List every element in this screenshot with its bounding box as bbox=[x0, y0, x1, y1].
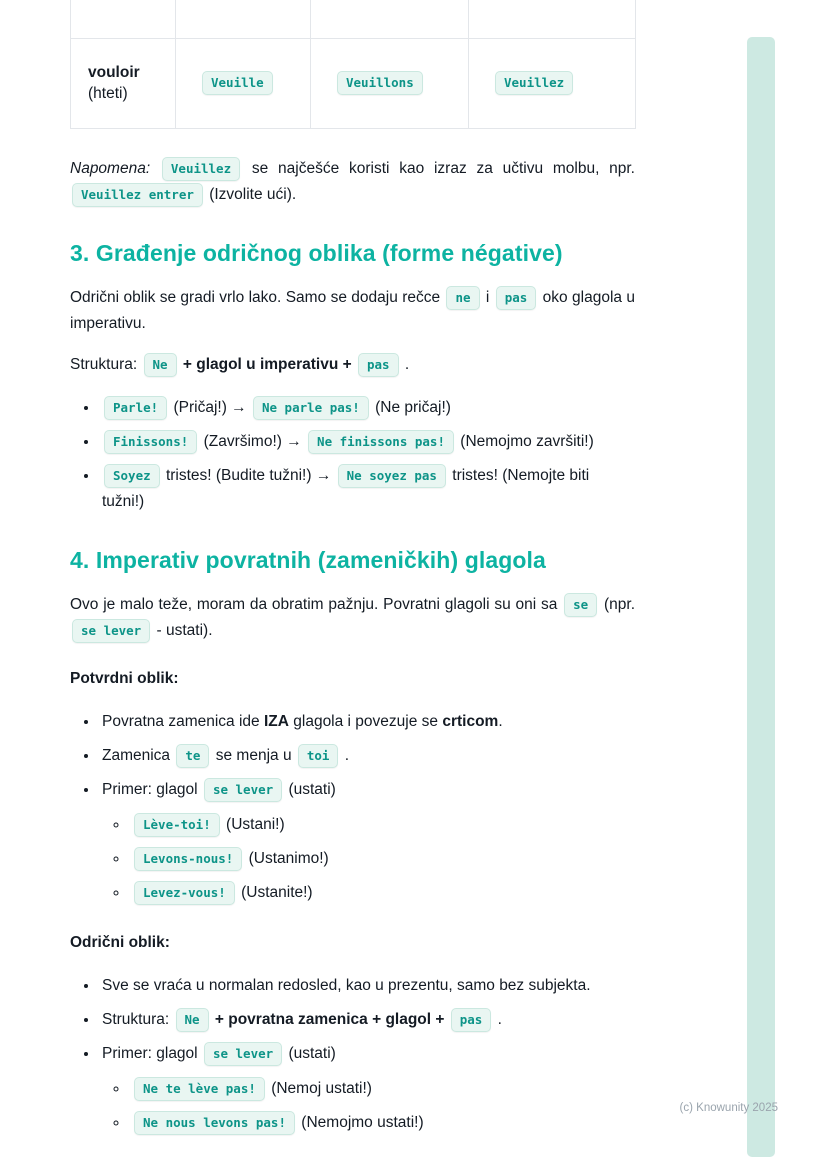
sub-list-item bbox=[129, 846, 635, 872]
paragraph bbox=[70, 285, 635, 337]
list-item-text bbox=[102, 1011, 502, 1028]
sub-list-item bbox=[129, 812, 635, 838]
section-heading-negative-form: 3. Građenje odričnog oblika (forme négative) bbox=[70, 239, 563, 266]
code-badge: Finissons! bbox=[104, 430, 197, 454]
list-item-text bbox=[102, 713, 503, 730]
bold-text: IZA bbox=[263, 712, 289, 730]
code-badge: se bbox=[564, 593, 597, 617]
text-segment: (Ustanite!) bbox=[236, 883, 313, 901]
list-item-text bbox=[102, 781, 336, 798]
affirmative-examples-sublist bbox=[102, 812, 635, 906]
code-badge: Lève-toi! bbox=[134, 813, 220, 837]
text-segment: Zamenica bbox=[102, 746, 175, 764]
code-badge: pas bbox=[496, 286, 537, 310]
affirmative-rules-list bbox=[70, 709, 635, 906]
list-item-text bbox=[102, 433, 594, 450]
text-segment: oko glagola u imperativu. bbox=[70, 288, 635, 332]
code-badge: pas bbox=[451, 1008, 492, 1032]
code-badge: se lever bbox=[72, 619, 150, 643]
text-segment: Povratna zamenica ide bbox=[102, 712, 264, 730]
table-cell bbox=[469, 0, 636, 38]
note-paragraph bbox=[70, 156, 635, 208]
code-badge: Parle! bbox=[104, 396, 167, 420]
list-item-text bbox=[132, 884, 313, 901]
code-badge: Veuillez bbox=[495, 71, 573, 95]
negative-rules-list bbox=[70, 973, 635, 1136]
code-badge: pas bbox=[358, 353, 399, 377]
list-item bbox=[99, 395, 635, 421]
text-segment: (npr. bbox=[599, 595, 636, 613]
document-content bbox=[70, 0, 635, 1160]
text-segment: Struktura: bbox=[102, 1010, 174, 1028]
affirmative-form-label: Potvrdni oblik: bbox=[70, 669, 179, 687]
bold-text: + povratna zamenica + glagol + bbox=[210, 1010, 449, 1028]
text-segment: - ustati). bbox=[152, 621, 213, 639]
list-item-text bbox=[102, 399, 451, 416]
code-badge: Veuille bbox=[202, 71, 273, 95]
text-segment: (Ustanimo!) bbox=[244, 849, 329, 867]
text-segment: Ovo je malo teže, moram da obratim pažnju. Povratni glagoli su oni sa bbox=[70, 595, 563, 613]
text-segment: (Ustani!) bbox=[221, 815, 285, 833]
structure-line bbox=[70, 352, 635, 378]
text-segment: (ustati) bbox=[284, 780, 336, 798]
list-item bbox=[99, 1041, 635, 1136]
text-segment: i bbox=[481, 288, 494, 306]
text-segment: (Ne pričaj!) bbox=[370, 398, 451, 416]
code-badge: Veuillons bbox=[337, 71, 423, 95]
conjugation-table bbox=[70, 0, 636, 129]
text-segment: glagola i povezuje se bbox=[288, 712, 443, 730]
list-item-text bbox=[132, 1114, 424, 1131]
negative-examples-sublist bbox=[102, 1076, 635, 1136]
text-segment: . bbox=[400, 355, 410, 373]
verb-name: vouloir bbox=[88, 64, 140, 81]
code-badge: Levez-vous! bbox=[134, 881, 235, 905]
text-segment: Odrični oblik se gradi vrlo lako. Samo se dodaju rečce bbox=[70, 288, 445, 306]
list-item bbox=[99, 463, 635, 515]
text-segment: Sve se vraća u normalan redosled, kao u prezentu, samo bez subjekta. bbox=[102, 976, 591, 994]
negative-form-label: Odrični oblik: bbox=[70, 933, 170, 951]
text-segment: se menja u bbox=[211, 746, 296, 764]
table-cell bbox=[176, 38, 311, 128]
text-segment: (Pričaj!) → bbox=[169, 398, 251, 416]
table-cell bbox=[71, 0, 176, 38]
table-cell bbox=[311, 38, 469, 128]
sub-list-item bbox=[129, 1110, 635, 1136]
list-item-text bbox=[132, 816, 285, 833]
negative-examples-list bbox=[70, 395, 635, 515]
table-row-cut bbox=[71, 0, 636, 38]
verb-cell bbox=[71, 38, 176, 128]
text-segment: Struktura: bbox=[70, 355, 142, 373]
list-item bbox=[99, 743, 635, 769]
code-badge: Veuillez bbox=[162, 157, 240, 181]
text-segment: se najčešće koristi kao izraz za učtivu molbu, npr. bbox=[242, 159, 635, 177]
list-item bbox=[99, 1007, 635, 1033]
code-badge: Ne bbox=[176, 1008, 209, 1032]
code-badge: se lever bbox=[204, 1042, 282, 1066]
list-item-text bbox=[102, 977, 591, 994]
code-badge: Ne nous levons pas! bbox=[134, 1111, 295, 1135]
code-badge: toi bbox=[298, 744, 339, 768]
code-badge: Ne te lève pas! bbox=[134, 1077, 265, 1101]
list-item-text bbox=[132, 1080, 372, 1097]
text-segment: tristes! (Budite tužni!) → bbox=[161, 466, 336, 484]
text-segment: Primer: glagol bbox=[102, 1044, 202, 1062]
code-badge: ne bbox=[446, 286, 479, 310]
italic-text: Napomena: bbox=[70, 159, 160, 177]
text-segment: (Nemojmo završiti!) bbox=[455, 432, 594, 450]
text-segment: Primer: glagol bbox=[102, 780, 202, 798]
code-badge: Ne soyez pas bbox=[338, 464, 446, 488]
code-badge: Levons-nous! bbox=[134, 847, 242, 871]
table-cell bbox=[469, 38, 636, 128]
knowunity-watermark: (c) Knowunity 2025 bbox=[679, 1102, 778, 1114]
section-heading-reflexive-verbs: 4. Imperativ povratnih (zameničkih) glagola bbox=[70, 546, 546, 573]
verb-translation: (hteti) bbox=[88, 85, 128, 102]
code-badge: Soyez bbox=[104, 464, 160, 488]
text-segment: (Izvolite ući). bbox=[204, 185, 297, 203]
paragraph bbox=[70, 592, 635, 644]
list-item-text bbox=[132, 850, 329, 867]
list-item-text bbox=[102, 467, 589, 510]
code-badge: Ne bbox=[144, 353, 177, 377]
list-item-text bbox=[102, 1045, 336, 1062]
text-segment: tristes! (Nemojte biti tužni!) bbox=[102, 466, 590, 510]
bold-text: crticom bbox=[442, 712, 499, 730]
bold-text: + glagol u imperativu + bbox=[178, 355, 356, 373]
code-badge: Ne finissons pas! bbox=[308, 430, 454, 454]
text-segment: (Nemoj ustati!) bbox=[266, 1079, 372, 1097]
sub-list-item bbox=[129, 1076, 635, 1102]
list-item bbox=[99, 709, 635, 735]
scrollbar-track[interactable] bbox=[747, 37, 775, 1157]
code-badge: Ne parle pas! bbox=[253, 396, 369, 420]
list-item bbox=[99, 777, 635, 906]
text-segment: (Završimo!) → bbox=[199, 432, 307, 450]
list-item bbox=[99, 429, 635, 455]
text-segment: (Nemojmo ustati!) bbox=[297, 1113, 424, 1131]
sub-list-item bbox=[129, 880, 635, 906]
text-segment: . bbox=[493, 1010, 502, 1028]
text-segment: . bbox=[498, 712, 503, 730]
text-segment: . bbox=[340, 746, 350, 764]
table-cell bbox=[311, 0, 469, 38]
code-badge: se lever bbox=[204, 778, 282, 802]
code-badge: Veuillez entrer bbox=[72, 183, 203, 207]
table-row-vouloir bbox=[71, 38, 636, 128]
list-item bbox=[99, 973, 635, 999]
list-item-text bbox=[102, 747, 349, 764]
code-badge: te bbox=[176, 744, 209, 768]
text-segment: (ustati) bbox=[284, 1044, 336, 1062]
table-cell bbox=[176, 0, 311, 38]
